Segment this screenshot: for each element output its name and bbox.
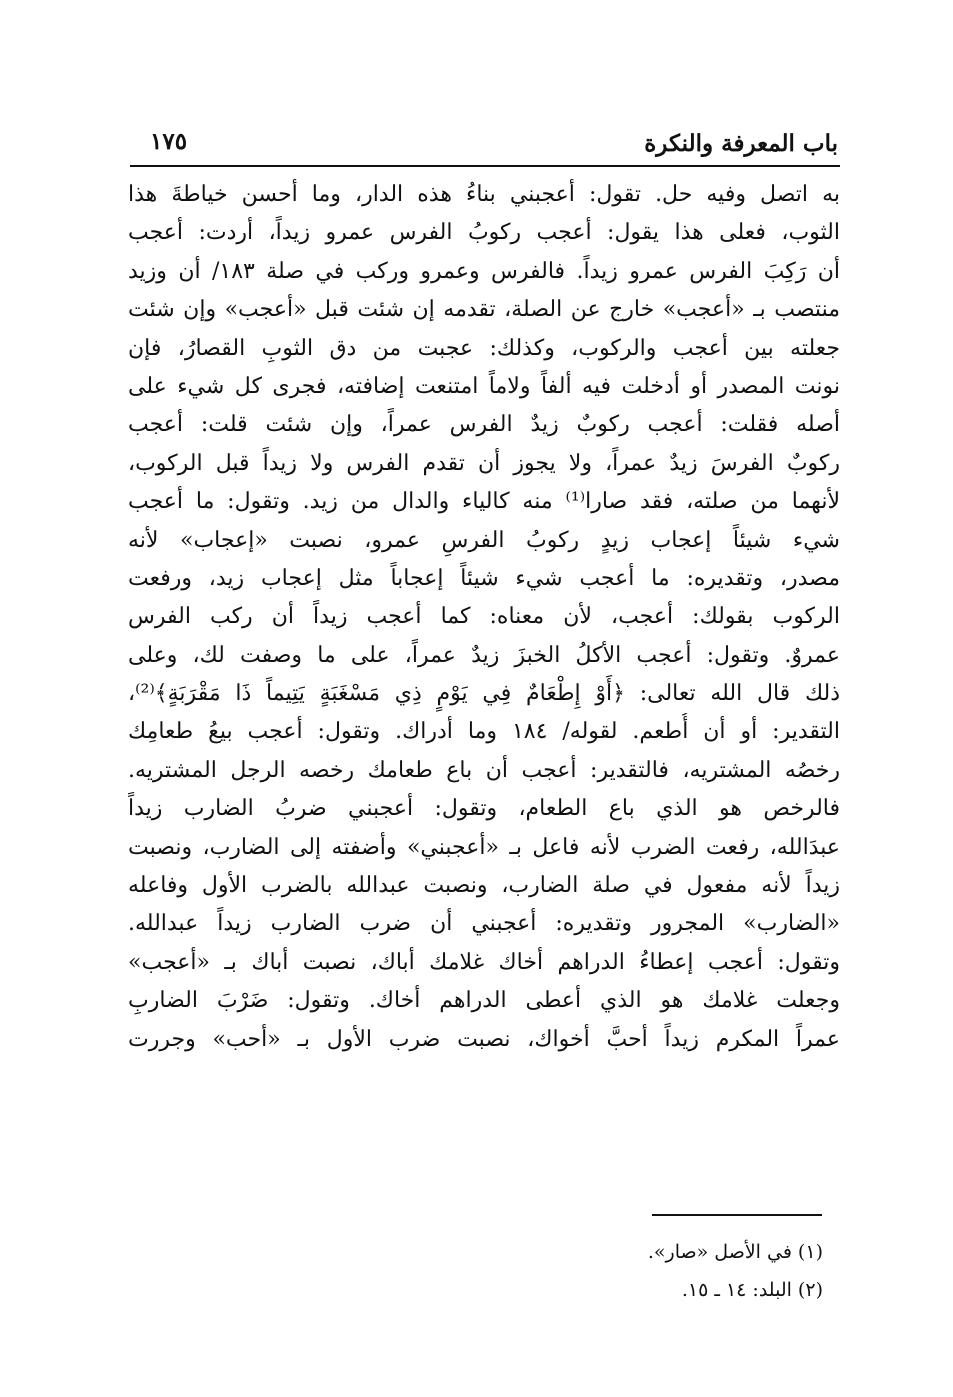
text-line: رخصُه المشتريه، فالتقدير: أعجب أن باع طعامك رخصه الرجل المشتريه. (128, 757, 840, 783)
quran-verse-line: ذلك قال الله تعالى: ﴿أَوْ إِطْعَامٌ فِي يَوْمٍ ذِي مَسْغَبَةٍ يَتِيماً ذَا مَقْرَبَةٍ﴾⁽²⁾، (128, 681, 840, 707)
text-line: ركوبٌ الفرسَ زيدٌ عمراً، ولا يجوز أن تقدم الفرس ولا زيداً قبل الركوب، (128, 450, 840, 476)
text-line: وجعلت غلامك هو الذي أعطى الدراهم أخاك. وتقول: ضَرْبَ الضاربِ (128, 988, 840, 1014)
text-line: منتصب بـ «أعجب» خارج عن الصلة، تقدمه إن شئت قبل «أعجب» وإن شئت (128, 297, 840, 323)
text-line: عمروٌ. وتقول: أعجب الأكلُ الخبزَ زيدٌ عمراً، على ما وصفت لك، وعلى (128, 642, 840, 668)
text-line: لأنهما من صلته، فقد صارا⁽¹⁾ منه كالياء والدال من زيد. وتقول: ما أعجب (128, 489, 840, 515)
text-line: زيداً لأنه مفعول في صلة الضارب، ونصبت عبدالله بالضرب الأول وفاعله (128, 873, 840, 899)
text-line: به اتصل وفيه حل. تقول: أعجبني بناءُ هذه الدار، وما أحسن خياطةَ هذا (128, 182, 840, 207)
text-line: الثوب، فعلى هذا يقول: أعجب ركوبُ الفرس عمرو زيداً، أردت: أعجب (128, 220, 840, 246)
text-line: عبدَالله، رفعت الضرب لأنه فاعل بـ «أعجبني» وأضفته إلى الضارب، ونصبت (128, 834, 840, 860)
page-number: ١٧٥ (150, 128, 188, 155)
running-title: باب المعرفة والنكرة (644, 130, 838, 157)
footnote-2: (٢) البلد: ١٤ ـ ١٥. (681, 1279, 823, 1301)
header-rule (130, 165, 840, 167)
text-line: جعلته بين أعجب والركوب، وكذلك: عجبت من دق الثوبِ القصارُ، فإن (128, 335, 840, 361)
footnote-1: (١) في الأصل «صار». (647, 1241, 823, 1263)
text-line: مصدر، وتقديره: ما أعجب شيء شيئاً إعجاباً مثل إعجاب زيد، ورفعت (128, 565, 840, 591)
footnote-rule (652, 1214, 822, 1216)
text-line: التقدير: أو أن أُطعم. لقوله/ ١٨٤ وما أدراك. وتقول: أعجب بيعُ طعامِك (128, 719, 840, 745)
body-text (128, 176, 840, 1059)
text-line: وتقول: أعجب إعطاءُ الدراهم أخاك غلامك أباك، نصبت أباك بـ «أعجب» (128, 949, 840, 975)
text-line: الركوب بقولك: أعجب، لأن معناه: كما أعجب زيداً أن ركب الفرس (128, 604, 840, 630)
text-line: عمراً المكرم زيداً أحبَّ أخواك، نصبت ضرب الأول بـ «أحب» وجررت (128, 1026, 840, 1052)
footnotes (123, 1233, 823, 1309)
text-line: فالرخص هو الذي باع الطعام، وتقول: أعجبني ضربُ الضارب زيداً (128, 796, 840, 822)
text-line: «الضارب» المجرور وتقديره: أعجبني أن ضرب الضارب زيداً عبدالله. (128, 911, 840, 937)
text-line: نونت المصدر أو أدخلت فيه ألفاً ولاماً امتنعت إضافته، فجرى كل شيء على (128, 373, 840, 399)
text-line: شيء شيئاً إعجاب زيدٍ ركوبُ الفرسِ عمرو، نصبت «إعجاب» لأنه (128, 527, 840, 553)
text-line: أن رَكِبَ الفرس عمرو زيداً. فالفرس وعمرو وركب في صلة ١٨٣/ أن وزيد (128, 258, 840, 284)
text-line: أصله فقلت: أعجب ركوبٌ زيدٌ الفرس عمراً، وإن شئت قلت: أعجب (128, 412, 840, 438)
